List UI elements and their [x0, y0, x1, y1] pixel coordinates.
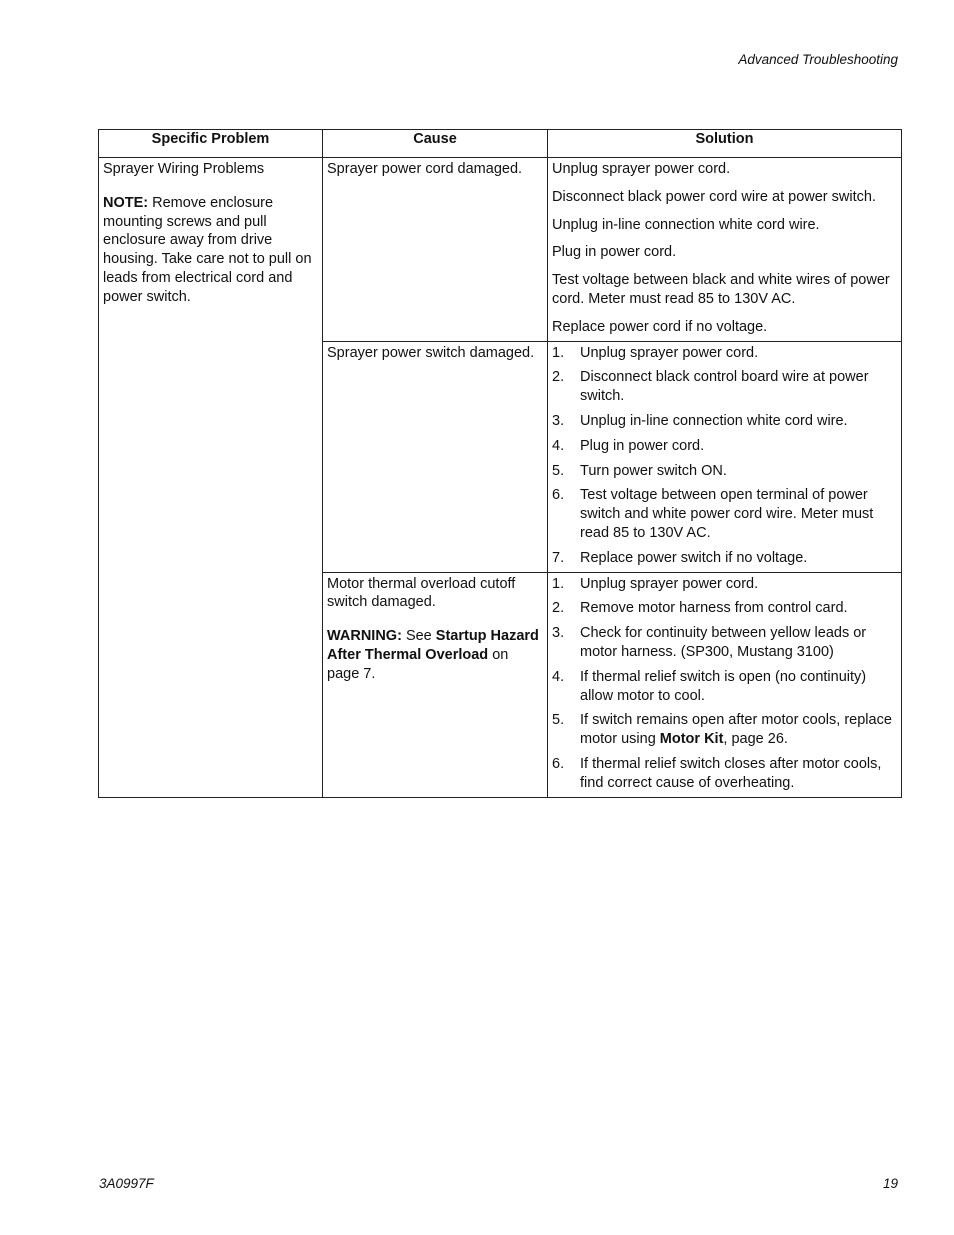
step-number: 5. — [552, 712, 565, 729]
step-text-before: If switch remains open after motor cools, replace motor using — [580, 712, 892, 748]
list-item — [552, 668, 897, 706]
list-item — [552, 486, 897, 542]
document-id: 3A0997F — [99, 1176, 154, 1191]
list-item — [552, 368, 897, 406]
cause-cell — [323, 158, 548, 342]
solution-line: Replace power cord if no voltage. — [552, 318, 768, 335]
solution-line: Unplug sprayer power cord. — [552, 161, 731, 177]
step-text: Check for continuity between yellow leads or motor harness. (SP300, Mustang 3100) — [580, 625, 867, 660]
step-text: Test voltage between open terminal of power switch and white power cord wire. Meter must read 85 to 130V AC. — [580, 487, 874, 541]
step-number: 6. — [552, 487, 565, 504]
solution-cell — [548, 572, 902, 797]
solution-steps — [552, 575, 897, 793]
solution-cell — [548, 158, 902, 342]
step-number: 3. — [552, 625, 565, 642]
note-label: NOTE: — [103, 194, 149, 211]
problem-title: Sprayer Wiring Problems — [103, 161, 265, 177]
cause-text: Motor thermal overload cutoff switch damaged. — [327, 575, 516, 611]
step-number: 2. — [552, 600, 565, 617]
problem-note — [103, 194, 318, 307]
page-number: 19 — [882, 1176, 898, 1191]
step-text: If thermal relief switch closes after motor cools, find correct cause of overheating. — [580, 755, 882, 791]
step-text: Replace power switch if no voltage. — [580, 549, 808, 566]
step-number: 1. — [552, 344, 565, 361]
solution-line: Disconnect black power cord wire at power switch. — [552, 188, 876, 205]
list-item — [552, 412, 897, 431]
list-item — [552, 599, 897, 618]
step-text: Unplug sprayer power cord. — [580, 575, 759, 592]
column-header-solution: Solution — [548, 130, 902, 158]
cause-text: Sprayer power switch damaged. — [327, 344, 535, 361]
step-text: Turn power switch ON. — [580, 462, 727, 479]
solution-steps — [552, 344, 897, 568]
step-text: Unplug sprayer power cord. — [580, 344, 759, 361]
step-text-after: , page 26. — [723, 731, 788, 748]
step-text: If thermal relief switch is open (no continuity) allow motor to cool. — [580, 668, 867, 704]
motor-kit-reference: Motor Kit — [659, 731, 724, 748]
solution-line: Unplug in-line connection white cord wire. — [552, 216, 820, 233]
list-item — [552, 462, 897, 481]
list-item — [552, 575, 897, 594]
note-text: Remove enclosure mounting screws and pull enclosure away from drive housing. Take care not to pull on leads from electrical cord and power switch. — [103, 194, 312, 305]
solution-line: Test voltage between black and white wires of power cord. Meter must read 85 to 130V AC. — [552, 272, 890, 307]
warning-page-ref: on page 7. — [327, 646, 509, 682]
cause-cell — [323, 572, 548, 797]
solution-cell — [548, 341, 902, 572]
list-item — [552, 344, 897, 363]
step-number: 7. — [552, 549, 565, 566]
cause-text: Sprayer power cord damaged. — [327, 161, 523, 177]
list-item — [552, 755, 897, 793]
warning-label: WARNING: — [327, 628, 402, 645]
list-item — [552, 624, 897, 662]
problem-cell — [99, 158, 323, 798]
warning-see: See — [401, 628, 436, 645]
table-row — [99, 158, 902, 342]
step-number: 3. — [552, 412, 565, 429]
troubleshooting-table — [98, 129, 902, 798]
solution-line: Plug in power cord. — [552, 244, 677, 261]
step-text: Unplug in-line connection white cord wire. — [580, 412, 848, 429]
step-number: 2. — [552, 369, 565, 386]
column-header-problem: Specific Problem — [99, 130, 323, 158]
step-number: 4. — [552, 668, 565, 685]
running-header: Advanced Troubleshooting — [738, 52, 898, 67]
step-text: Disconnect black control board wire at power switch. — [580, 369, 869, 405]
step-text: Plug in power cord. — [580, 437, 705, 454]
step-number: 4. — [552, 437, 565, 454]
cause-cell — [323, 341, 548, 572]
table-header-row — [99, 130, 902, 158]
step-text: Remove motor harness from control card. — [580, 600, 848, 617]
column-header-cause: Cause — [323, 130, 548, 158]
list-item — [552, 549, 897, 568]
list-item — [552, 711, 897, 749]
step-text — [580, 711, 897, 749]
warning-note — [327, 627, 543, 683]
list-item — [552, 437, 897, 456]
step-number: 6. — [552, 755, 565, 772]
step-number: 5. — [552, 462, 565, 479]
step-number: 1. — [552, 575, 565, 592]
warning-reference: Startup Hazard After Thermal Overload — [327, 628, 539, 663]
